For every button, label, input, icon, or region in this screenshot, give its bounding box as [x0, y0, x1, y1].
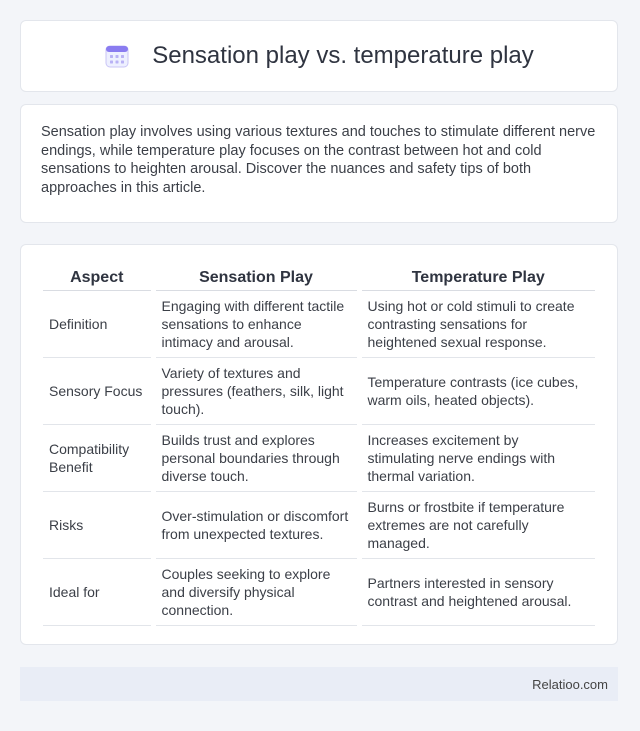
row-sensation: Variety of textures and pressures (feathers, silk, light touch). [153, 358, 359, 425]
row-aspect: Definition [43, 291, 153, 358]
page-title: Sensation play vs. temperature play [152, 42, 534, 69]
comparison-table [43, 265, 595, 626]
table-row [43, 291, 595, 358]
row-aspect: Compatibility Benefit [43, 425, 153, 492]
intro-card [20, 104, 618, 223]
row-sensation: Couples seeking to explore and diversify physical connection. [153, 559, 359, 626]
row-temperature: Partners interested in sensory contrast and heightened arousal. [359, 559, 595, 626]
table-row [43, 492, 595, 559]
header-temperature-play: Temperature Play [359, 265, 595, 291]
title-card [20, 20, 618, 92]
row-sensation: Engaging with different tactile sensations to enhance intimacy and arousal. [153, 291, 359, 358]
row-temperature: Increases excitement by stimulating nerve endings with thermal variation. [359, 425, 595, 492]
table-row [43, 559, 595, 626]
calendar-icon [104, 43, 130, 69]
row-sensation: Over-stimulation or discomfort from unexpected textures. [153, 492, 359, 559]
row-temperature: Temperature contrasts (ice cubes, warm oils, heated objects). [359, 358, 595, 425]
header-sensation-play: Sensation Play [153, 265, 359, 291]
row-aspect: Risks [43, 492, 153, 559]
row-aspect: Ideal for [43, 559, 153, 626]
row-temperature: Using hot or cold stimuli to create contrasting sensations for heightened sexual response. [359, 291, 595, 358]
row-sensation: Builds trust and explores personal boundaries through diverse touch. [153, 425, 359, 492]
footer [20, 667, 618, 701]
table-row [43, 358, 595, 425]
header-aspect: Aspect [43, 265, 153, 291]
table-header-row [43, 265, 595, 291]
footer-site[interactable]: Relatioo.com [532, 676, 608, 692]
intro-text: Sensation play involves using various textures and touches to stimulate different nerve endings, while temperature play focuses on the contrast between hot and cold sensations to heighten arousal. Discover the nuances and safety tips of both approaches in this article. [41, 124, 596, 196]
comparison-card [20, 244, 618, 645]
table-row [43, 425, 595, 492]
row-temperature: Burns or frostbite if temperature extremes are not carefully managed. [359, 492, 595, 559]
row-aspect: Sensory Focus [43, 358, 153, 425]
